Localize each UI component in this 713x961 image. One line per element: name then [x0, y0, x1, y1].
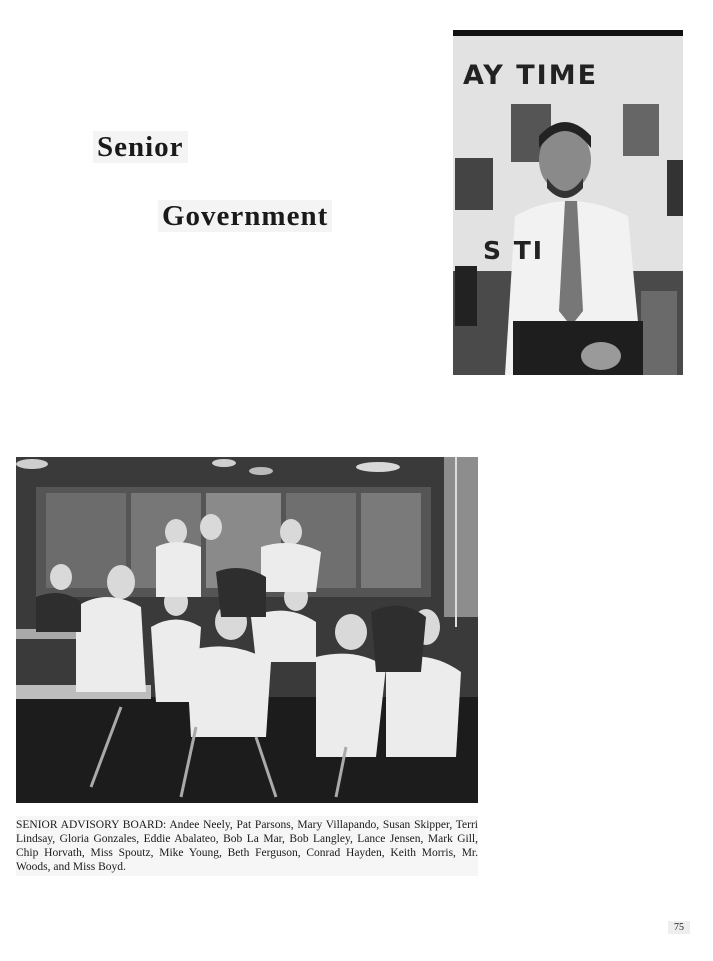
group-photo-illustration — [16, 457, 478, 803]
advisory-board-group-photo — [16, 457, 478, 803]
page-title-line-2: Government — [158, 200, 332, 232]
banner-text-middle: S TI — [483, 236, 545, 265]
page-title-line-1: Senior — [93, 131, 188, 163]
page-number: 75 — [668, 921, 690, 934]
teacher-photo — [453, 30, 683, 375]
banner-text-top: AY TIME — [463, 60, 599, 91]
photo-caption: SENIOR ADVISORY BOARD: Andee Neely, Pat Parsons, Mary Villapando, Susan Skipper, Terri Lindsay, Gloria Gonzales, Eddie Abalateo, Bob La Mar, Bob Langley, Lance Jensen, Mark Gill, Chip Horvath, Miss Spoutz, Mike Young, Beth Ferguson, Conrad Hayden, Keith Morris, Mr. Woods, and Miss Boyd. — [16, 816, 478, 876]
